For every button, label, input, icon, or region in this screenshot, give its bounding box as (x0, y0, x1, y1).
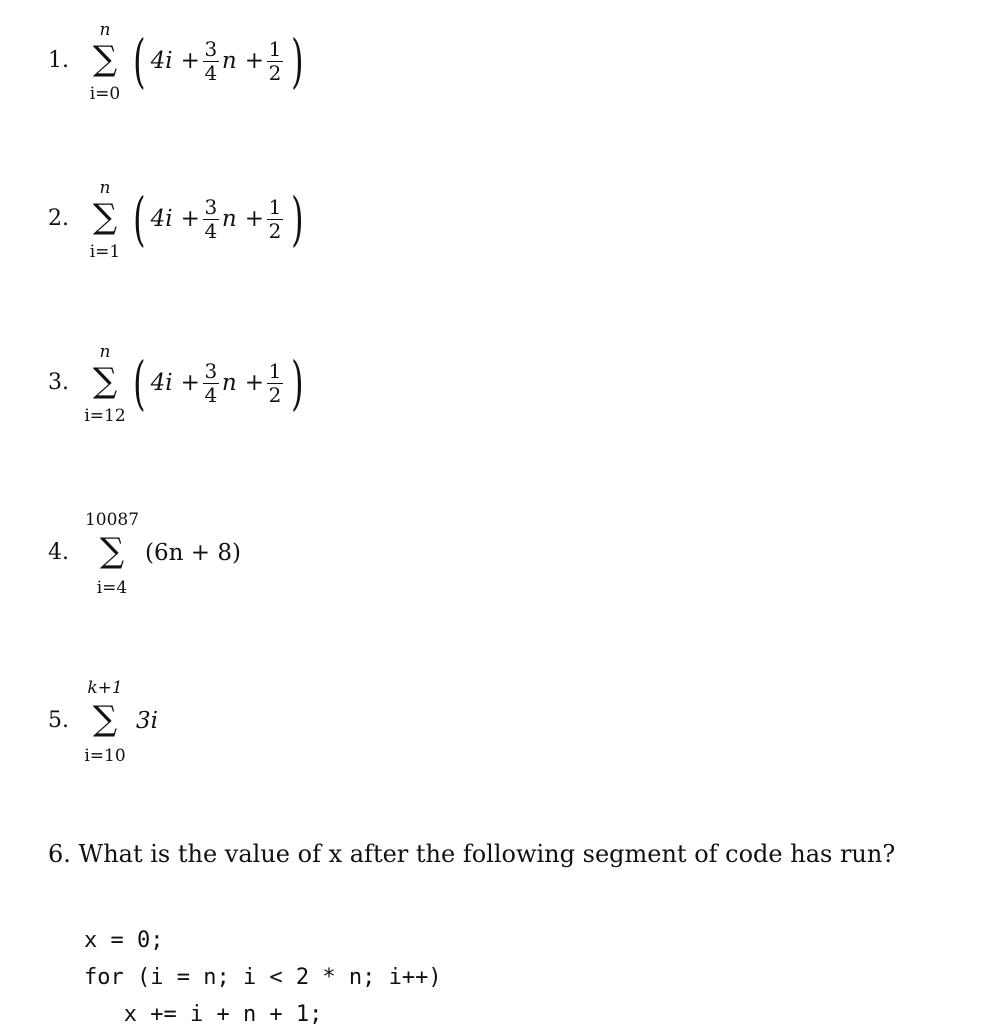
problem-number: 2. (48, 206, 69, 231)
problem-number: 1. (48, 48, 69, 73)
sigma-symbol: ∑ (92, 39, 118, 79)
code-line: for (i = n; i < 2 * n; i++) (84, 965, 442, 990)
problem-5 (0, 678, 1007, 808)
left-paren: ( (133, 185, 146, 253)
left-paren: ( (133, 349, 146, 417)
left-paren: ( (133, 27, 146, 95)
fraction-1-2: $\frac{1}{2}$ (268, 358, 282, 407)
sum-upper-limit: n (99, 342, 111, 362)
sum-lower-limit: i=0 (89, 84, 121, 104)
term-4i: 4i (150, 370, 173, 396)
summand-expression (136, 708, 158, 734)
sum-lower-limit: i=12 (84, 406, 126, 426)
right-paren: ) (291, 349, 304, 417)
summation (65, 678, 145, 778)
expression-6n-plus-8: (6n + 8) (145, 540, 241, 566)
sum-lower-limit: i=1 (89, 242, 121, 262)
sum-upper-limit: k+1 (87, 678, 123, 698)
problem-number: 5. (48, 708, 69, 733)
fraction-3-4: $\frac{3}{4}$ (204, 358, 218, 407)
summand-expression: ( 4i + $\frac{3}{4}$ n + $\frac{1}{2}$ ) (133, 185, 304, 253)
term-4i: 4i (150, 206, 173, 232)
expression-3i: 3i (136, 708, 158, 734)
variable-n: n (221, 48, 237, 74)
code-line: x += i + n + 1; (84, 1002, 323, 1027)
problem-1 (0, 20, 1007, 150)
problem-number: 3. (48, 370, 69, 395)
problem-3 (0, 342, 1007, 472)
sigma-symbol: ∑ (92, 699, 118, 739)
variable-n: n (221, 370, 237, 396)
summand-expression: ( 4i + $\frac{3}{4}$ n + $\frac{1}{2}$ ) (133, 349, 304, 417)
summand-expression: ( 4i + $\frac{3}{4}$ n + $\frac{1}{2}$ ) (133, 27, 304, 95)
variable-n: n (221, 206, 237, 232)
problem-number: 4. (48, 540, 69, 565)
summand-expression (145, 540, 241, 566)
code-line: x = 0; (84, 928, 164, 953)
sum-upper-limit: n (99, 178, 111, 198)
right-paren: ) (291, 27, 304, 95)
fraction-3-4: $\frac{3}{4}$ (204, 194, 218, 243)
code-block (84, 922, 442, 1033)
sum-upper-limit: 10087 (84, 510, 140, 530)
fraction-1-2: $\frac{1}{2}$ (268, 194, 282, 243)
term-4i: 4i (150, 48, 173, 74)
sigma-symbol: ∑ (92, 361, 118, 401)
problem-4 (0, 510, 1007, 640)
fraction-1-2: $\frac{1}{2}$ (268, 36, 282, 85)
sigma-symbol: ∑ (92, 197, 118, 237)
fraction-3-4: $\frac{3}{4}$ (204, 36, 218, 85)
problem-2 (0, 178, 1007, 308)
summation (72, 510, 152, 610)
sum-lower-limit: i=4 (96, 578, 128, 598)
right-paren: ) (291, 185, 304, 253)
question-6-text: 6. What is the value of x after the following segment of code has run? (48, 840, 896, 868)
sum-upper-limit: n (99, 20, 111, 40)
sum-lower-limit: i=10 (84, 746, 126, 766)
sigma-symbol: ∑ (99, 531, 125, 571)
